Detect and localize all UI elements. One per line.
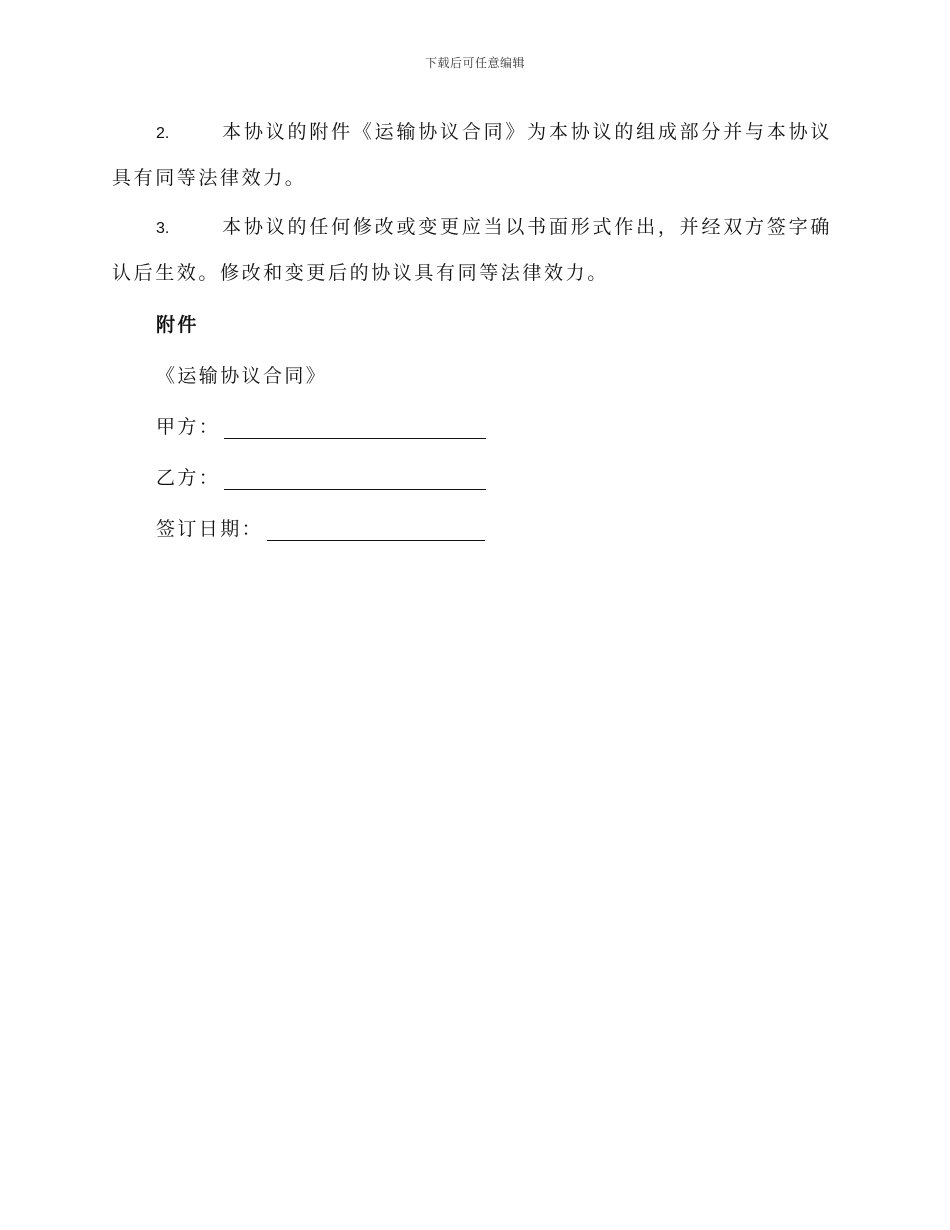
party-a-blank-line <box>224 416 486 439</box>
party-b-signature <box>156 453 832 504</box>
document-body <box>112 110 832 555</box>
signing-date-blank-line <box>267 518 485 541</box>
header-note: 下载后可任意编辑 <box>424 56 525 70</box>
party-b-blank-line <box>224 467 486 490</box>
signing-date <box>156 504 832 555</box>
clause-number: 3. <box>156 220 170 237</box>
attachment-title: 《运输协议合同》 <box>156 365 328 387</box>
party-a-label: 甲方： <box>156 416 221 438</box>
clause-3 <box>112 205 832 296</box>
party-b-label: 乙方： <box>156 467 221 489</box>
clause-2 <box>112 110 832 201</box>
signing-date-label: 签订日期： <box>156 518 264 540</box>
clause-text: 本协议的任何修改或变更应当以书面形式作出，并经双方签字确认后生效。修改和变更后的协议具有同等法律效力。 <box>112 216 832 284</box>
attachment-heading: 附件 <box>156 314 199 336</box>
clause-number: 2. <box>156 125 170 142</box>
clause-text: 本协议的附件《运输协议合同》为本协议的组成部分并与本协议具有同等法律效力。 <box>112 121 832 189</box>
party-a-signature <box>156 402 832 453</box>
